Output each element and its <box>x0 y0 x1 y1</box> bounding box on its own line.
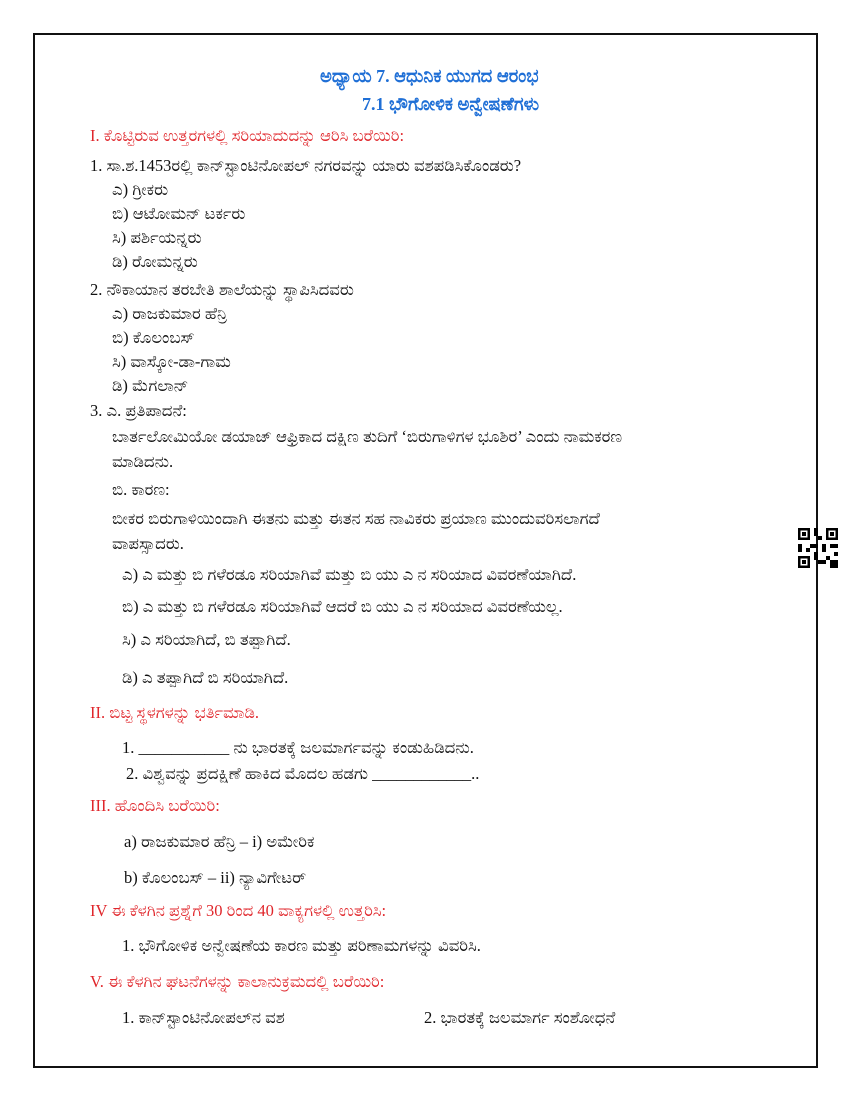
chapter-title: ಅಧ್ಯಾಯ 7. ಆಧುನಿಕ ಯುಗದ ಆರಂಭ <box>320 66 539 86</box>
q1-text: 1. ಸಾ.ಶ.1453ರಲ್ಲಿ ಕಾನ್‌ಸ್ಟಾಂಟಿನೋಪಲ್ ನಗರವನ್ನು ಯಾರು ವಶಪಡಿಸಿಕೊಂಡರು? <box>90 156 522 175</box>
q2-option: ಡಿ) ಮೆಗಲಾನ್ <box>112 376 189 395</box>
q1-option: ಬಿ) ಆಟೋಮನ್ ಟರ್ಕರು <box>112 204 246 223</box>
section-title: 7.1 ಭೌಗೋಳಿಕ ಅನ್ವೇಷಣೆಗಳು <box>362 94 540 114</box>
q3-reason-text: ಬೀಕರ ಬಿರುಗಾಳಿಯಿಂದಾಗಿ ಈತನು ಮತ್ತು ಈತನ ಸಹ ನಾವಿಕರು ಪ್ರಯಾಣ ಮುಂದುವರಿಸಲಾಗದೆ <box>112 509 600 528</box>
q3-reason-label: ಬಿ. ಕಾರಣ: <box>112 480 170 499</box>
part5-heading: V. ಈ ಕೆಳಗಿನ ಘಟನೆಗಳನ್ನು ಕಾಲಾನುಕ್ರಮದಲ್ಲಿ ಬರೆಯಿರಿ: <box>90 972 385 991</box>
match-item: a) ರಾಜಕುಮಾರ ಹೆನ್ರಿ – i) ಅಮೇರಿಕ <box>124 832 315 851</box>
q3-option: ಎ) ಎ ಮತ್ತು ಬಿ ಗಳೆರಡೂ ಸರಿಯಾಗಿವೆ ಮತ್ತು ಬಿ ಯು ಎ ನ ಸರಿಯಾದ ವಿವರಣೆಯಾಗಿದೆ. <box>122 565 577 584</box>
q1-option: ಎ) ಗ್ರೀಕರು <box>112 180 169 199</box>
q3-option: ಸಿ) ಎ ಸರಿಯಾಗಿದೆ, ಬಿ ತಪ್ಪಾಗಿದೆ. <box>122 630 291 649</box>
q3-reason-text: ವಾಪಸ್ಸಾದರು. <box>112 534 184 553</box>
match-item: b) ಕೊಲಂಬಸ್ – ii) ನ್ಯಾವಿಗೇಟರ್ <box>124 868 307 887</box>
q2-text: 2. ನೌಕಾಯಾನ ತರಬೇತಿ ಶಾಲೆಯನ್ನು ಸ್ಥಾಪಿಸಿದವರು <box>90 280 354 299</box>
part2-heading: II. ಬಿಟ್ಟ ಸ್ಥಳಗಳನ್ನು ಭರ್ತಿಮಾಡಿ. <box>90 703 260 722</box>
q1-option: ಸಿ) ಪರ್ಶಿಯನ್ನರು <box>112 228 202 247</box>
q3-assertion-text: ಬಾರ್ತಲೋಮಿಯೋ ಡಯಾಜ್ ಆಫ್ರಿಕಾದ ದಕ್ಷಿಣ ತುದಿಗೆ ‘ಬಿರುಗಾಳಿಗಳ ಭೂಶಿರ’ ಎಂದು ನಾಮಕರಣ <box>112 427 623 446</box>
q2-option: ಎ) ರಾಜಕುಮಾರ ಹೆನ್ರಿ <box>112 304 227 323</box>
q2-option: ಸಿ) ವಾಸ್ಕೋ-ಡಾ-ಗಾಮ <box>112 352 231 371</box>
q1-option: ಡಿ) ರೋಮನ್ನರು <box>112 252 198 271</box>
part4-heading: IV ಈ ಕೆಳಗಿನ ಪ್ರಶ್ನೆಗೆ 30 ರಿಂದ 40 ವಾಕ್ಯಗಳಲ್ಲಿ ಉತ್ತರಿಸಿ: <box>90 901 387 920</box>
q3-assertion-label: 3. ಎ. ಪ್ರತಿಪಾದನೆ: <box>90 401 187 420</box>
q2-option: ಬಿ) ಕೊಲಂಬಸ್ <box>112 328 195 347</box>
chronology-item: 2. ಭಾರತಕ್ಕೆ ಜಲಮಾರ್ಗ ಸಂಶೋಧನೆ <box>424 1008 616 1027</box>
chronology-item: 1. ಕಾನ್‌ಸ್ಟಾಂಟಿನೋಪಲ್‌ನ ವಶ <box>122 1008 285 1027</box>
long-answer-item: 1. ಭೌಗೋಳಿಕ ಅನ್ವೇಷಣೆಯ ಕಾರಣ ಮತ್ತು ಪರಿಣಾಮಗಳನ್ನು ವಿವರಿಸಿ. <box>122 936 481 955</box>
fill-blank-item: 2. ವಿಶ್ವವನ್ನು ಪ್ರದಕ್ಷಿಣೆ ಹಾಕಿದ ಮೊದಲ ಹಡಗು ____________.. <box>126 764 480 783</box>
part3-heading: III. ಹೊಂದಿಸಿ ಬರೆಯಿರಿ: <box>90 796 220 815</box>
q3-assertion-text: ಮಾಡಿದನು. <box>112 452 174 471</box>
part1-heading: I. ಕೊಟ್ಟಿರುವ ಉತ್ತರಗಳಲ್ಲಿ ಸರಿಯಾದುದನ್ನು ಆರಿಸಿ ಬರೆಯಿರಿ: <box>90 126 405 145</box>
q3-option: ಡಿ) ಎ ತಪ್ಪಾಗಿದೆ ಬಿ ಸರಿಯಾಗಿದೆ. <box>122 668 289 687</box>
qr-code-icon <box>798 528 838 568</box>
q3-option: ಬಿ) ಎ ಮತ್ತು ಬಿ ಗಳೆರಡೂ ಸರಿಯಾಗಿವೆ ಆದರೆ ಬಿ ಯು ಎ ನ ಸರಿಯಾದ ವಿವರಣೆಯಲ್ಲ. <box>122 597 563 616</box>
fill-blank-item: 1. ___________ ನು ಭಾರತಕ್ಕೆ ಜಲಮಾರ್ಗವನ್ನು ಕಂಡುಹಿಡಿದನು. <box>122 738 474 757</box>
